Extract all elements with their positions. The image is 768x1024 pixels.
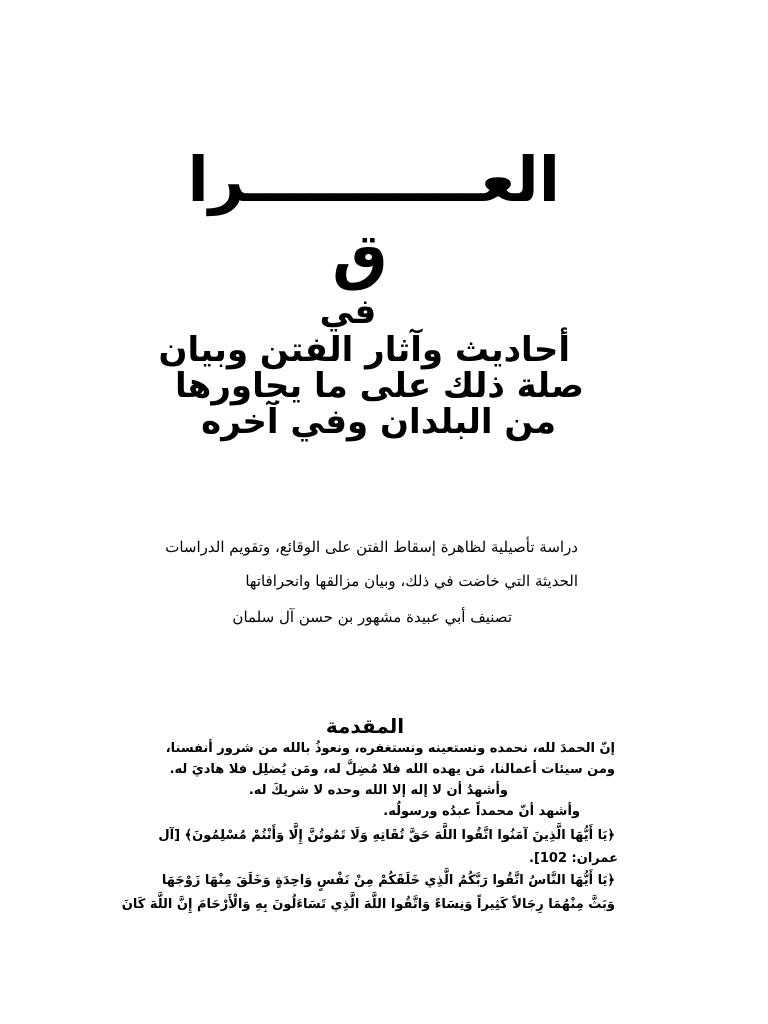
introduction-heading: المقدمة <box>325 714 405 738</box>
title-preposition: في <box>319 292 377 332</box>
author-line: تصنيف أبي عبيدة مشهور بن حسن آل سلمان <box>232 608 512 626</box>
quran-verse-line: وَبَثَّ مِنْهُمَا رِجَالاً كَثِيراً وَنِسَاءً وَاتَّقُوا اللَّهَ الَّذِي تَسَاءَلُونَ بِهِ وَالْأَرْحَامَ إِنَّ اللَّهَ كَانَ <box>121 897 615 912</box>
description-line-2: الحديثة التي خاضت في ذلك، وبيان مزالقها وانحرافاتها <box>245 572 578 590</box>
subtitle-line-2: صلة ذلك على ما يجاورها <box>175 366 584 406</box>
introduction-line: إنّ الحمدَ لله، نحمده ونستعينه ونستغفره، ونعوذُ بالله من شرور أنفسنا، <box>165 741 615 756</box>
quran-verse-line: ﴿يَا أَيُّهَا النَّاسُ اتَّقُوا رَبَّكُمُ الَّذِي خَلَقَكُمْ مِنْ نَفْسٍ وَاحِدَةٍ وَخَلَقَ مِنْهَا زَوْجَهَا <box>161 873 615 888</box>
subtitle-line-1: أحاديث وآثار الفتن وبيان <box>158 330 570 370</box>
introduction-line: ومن سيئات أعمالنا، مَن يهده الله فلا مُضِلَّ له، ومَن يُضلِل فلا هاديَ له. <box>169 762 615 777</box>
description-line-1: دراسة تأصيلية لظاهرة إسقاط الفتن على الوقائع، وتقويم الدراسات <box>165 538 578 556</box>
subtitle-line-3: من البلدان وفي آخره <box>201 402 556 442</box>
verse-reference-line: عمران: 102]. <box>529 851 618 866</box>
quran-verse-line: ﴿يَا أَيُّهَا الَّذِينَ آمَنُوا اتَّقُوا اللَّهَ حَقَّ تُقَاتِهِ وَلَا تَمُوتُنَّ إِلَّا وَأَنْتُمْ مُسْلِمُونَ﴾ [آل <box>158 828 615 843</box>
book-title-last-letter: ق <box>332 219 388 292</box>
book-title: العـــــــــــرا <box>187 143 560 216</box>
introduction-line: وأشهد أنّ محمداً عبدُه ورسولُه. <box>383 804 580 819</box>
introduction-line: وأشهدُ أن لا إله إلا الله وحده لا شريكَ له. <box>248 783 508 798</box>
